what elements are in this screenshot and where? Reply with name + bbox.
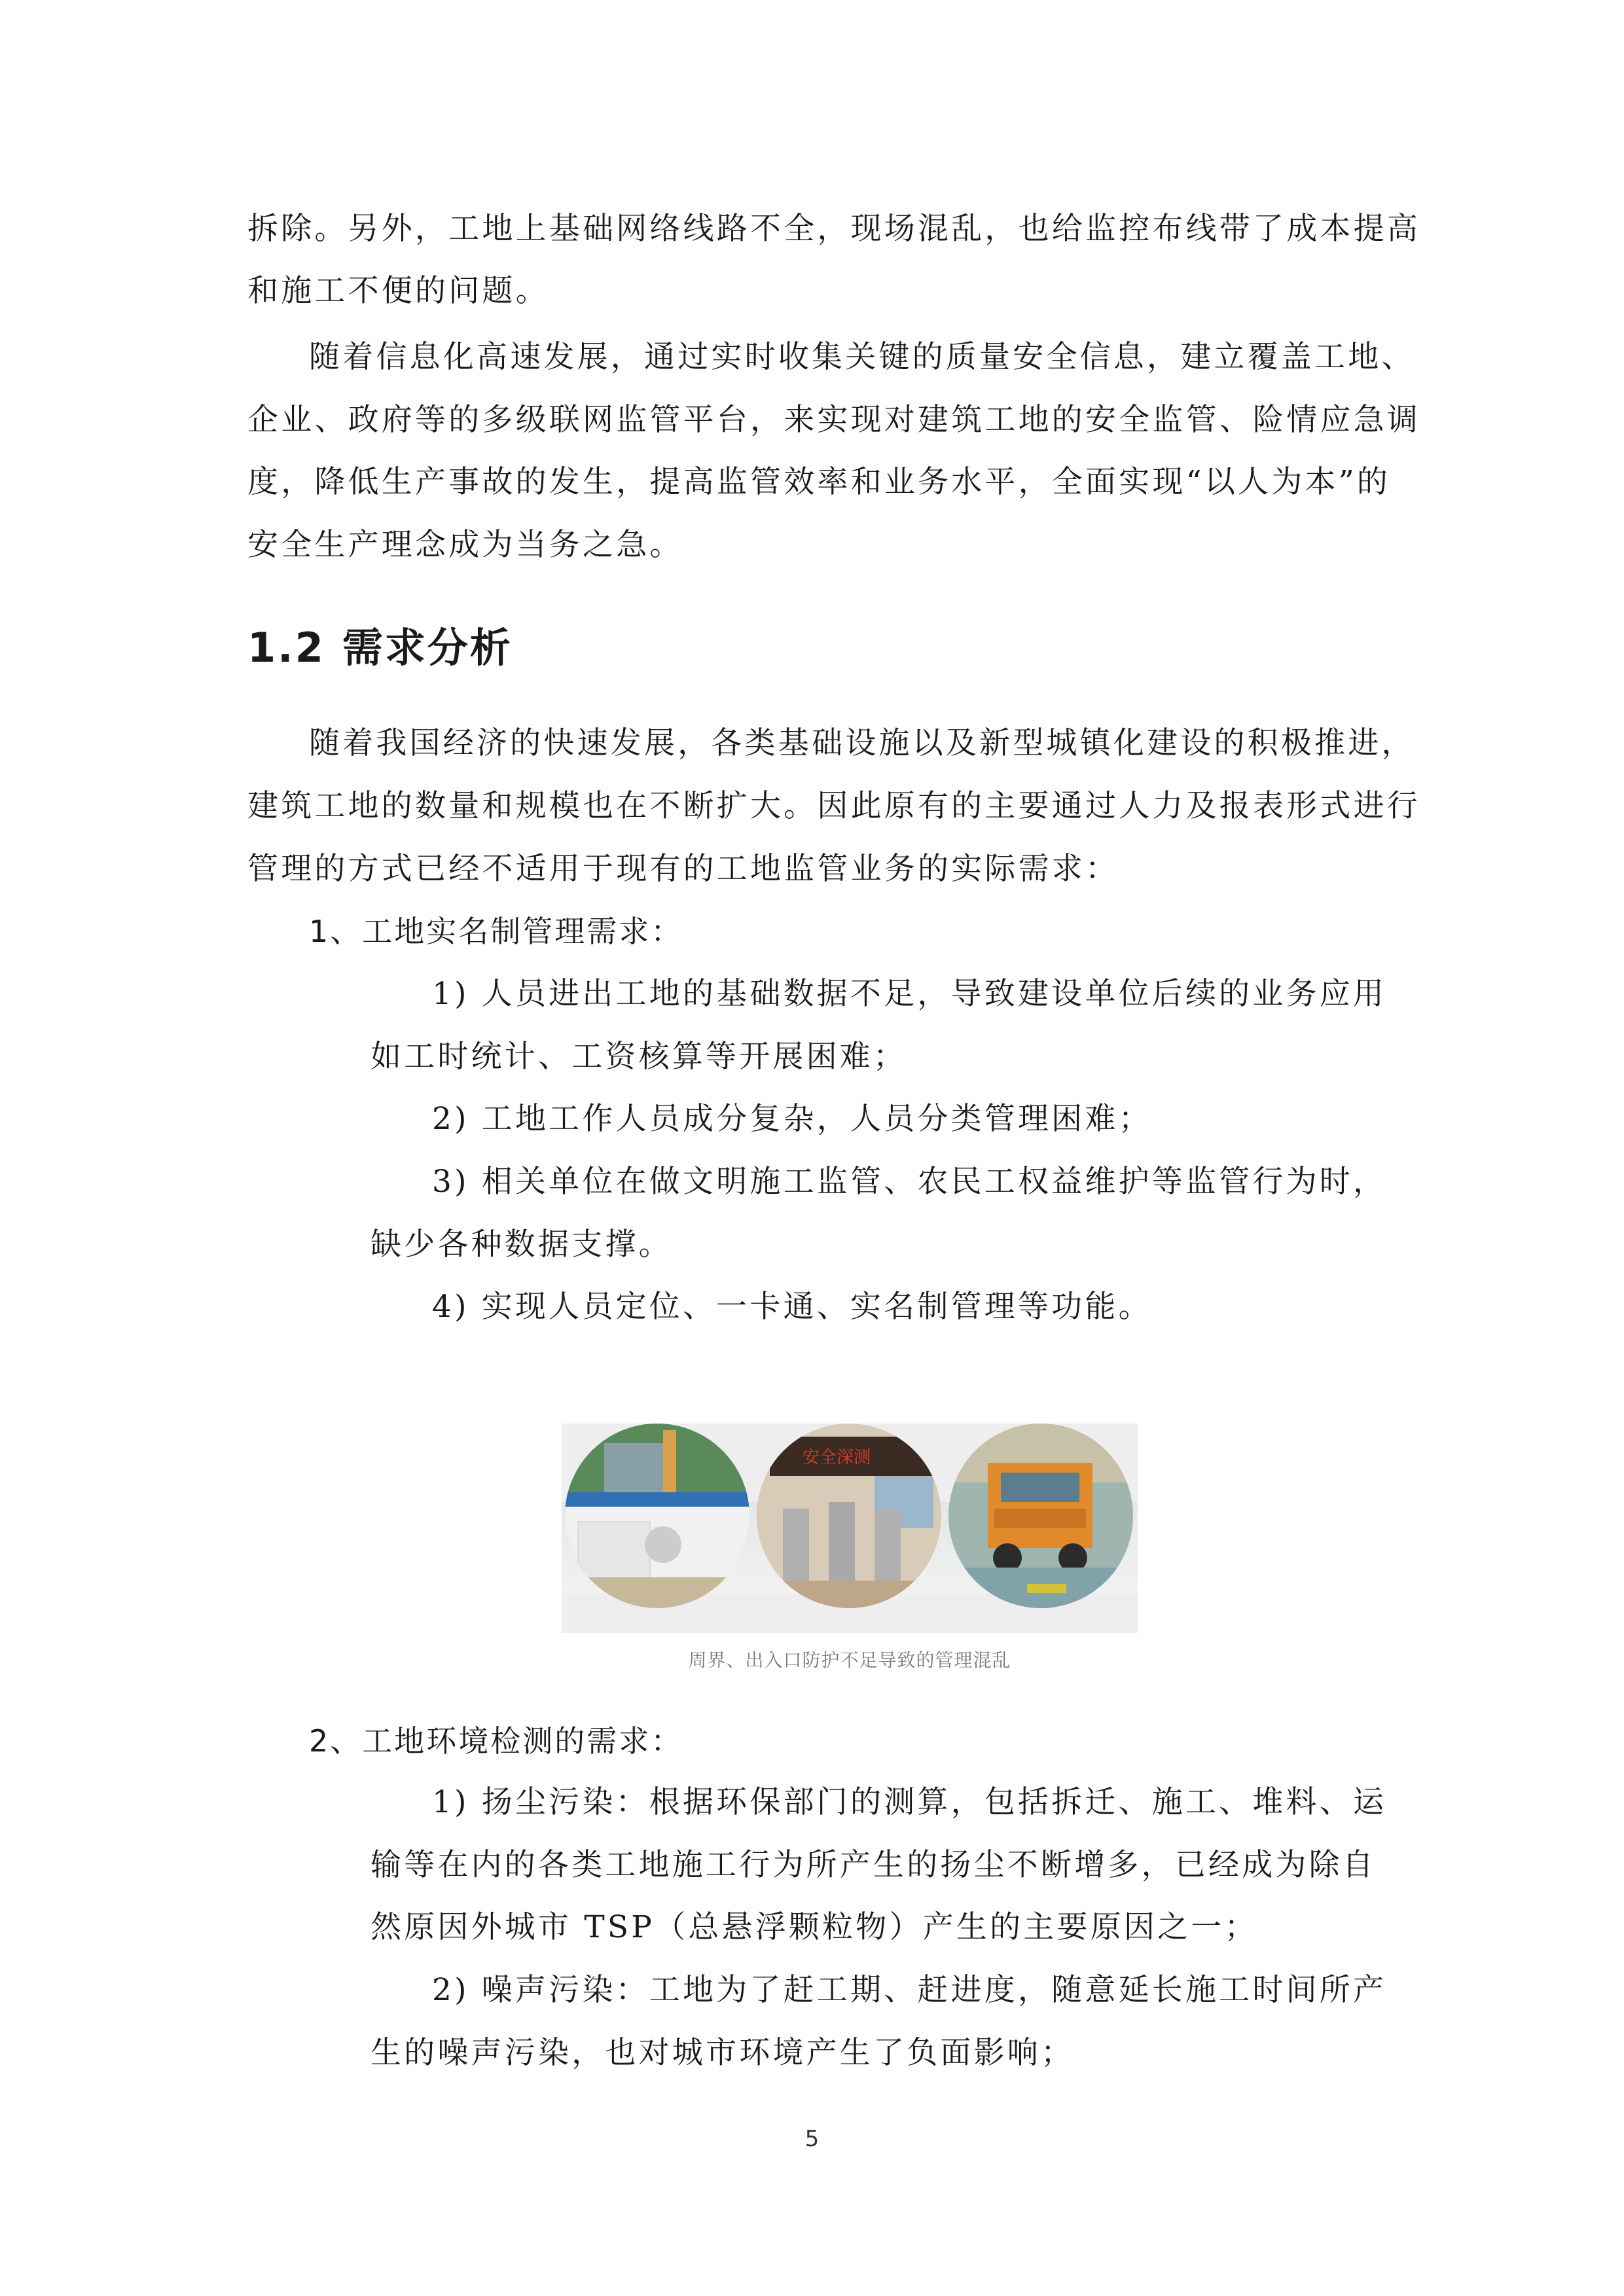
- req2-item2-line1: 2) 噪声污染：工地为了赶工期、赶进度，随意延长施工时间所产: [432, 1972, 1387, 2008]
- req1-item1-line2: 如工时统计、工资核算等开展困难；: [370, 1039, 907, 1075]
- req2-item1-line1: 1) 扬尘污染：根据环保部门的测算，包括拆迁、施工、堆料、运: [432, 1784, 1387, 1820]
- intro-p2-line3: 度，降低生产事故的发生，提高监管效率和业务水平，全面实现“以人为本”的: [247, 464, 1391, 500]
- section-heading: [247, 622, 513, 674]
- intro-p1-line1: 拆除。另外，工地上基础网络线路不全，现场混乱，也给监控布线带了成本提高: [247, 211, 1420, 247]
- req2-title: 2、工地环境检测的需求：: [309, 1723, 683, 1759]
- req1-item4: 4) 实现人员定位、一卡通、实名制管理等功能。: [432, 1289, 1152, 1325]
- req2-item2-line2: 生的噪声污染，也对城市环境产生了负面影响；: [370, 2035, 1075, 2071]
- page-number: 5: [804, 2126, 820, 2152]
- intro-p2-line4: 安全生产理念成为当务之急。: [247, 527, 683, 563]
- req1-item1-line1: 1) 人员进出工地的基础数据不足，导致建设单位后续的业务应用: [432, 976, 1387, 1012]
- photo-entrance-turnstile: [757, 1424, 941, 1608]
- intro-p1-line2: 和施工不便的问题。: [247, 273, 549, 309]
- figure-caption: 周界、出入口防护不足导致的管理混乱: [688, 1649, 1011, 1671]
- req1-title: 1、工地实名制管理需求：: [309, 914, 683, 949]
- section-title: 需求分析: [342, 624, 513, 672]
- section-para-line2: 建筑工地的数量和规模也在不断扩大。因此原有的主要通过人力及报表形式进行: [247, 788, 1420, 824]
- intro-p2-line1: 随着信息化高速发展，通过实时收集关键的质量安全信息，建立覆盖工地、: [309, 339, 1415, 375]
- req2-item1-line3: 然原因外城市 TSP（总悬浮颗粒物）产生的主要原因之一；: [370, 1909, 1258, 1945]
- intro-p2-line2: 企业、政府等的多级联网监管平台，来实现对建筑工地的安全监管、险情应急调: [247, 402, 1420, 438]
- photo-perimeter-fence: [565, 1424, 749, 1608]
- figure-site-photos: [562, 1424, 1138, 1682]
- section-para-line1: 随着我国经济的快速发展，各类基础设施以及新型城镇化建设的积极推进，: [309, 725, 1415, 761]
- photo-wash-truck: [948, 1424, 1133, 1608]
- req1-item2: 2) 工地工作人员成分复杂，人员分类管理困难；: [432, 1101, 1152, 1137]
- req1-item3-line2: 缺少各种数据支撑。: [370, 1227, 672, 1263]
- section-number: 1.2: [247, 624, 325, 672]
- req1-item3-line1: 3) 相关单位在做文明施工监管、农民工权益维护等监管行为时，: [432, 1164, 1387, 1200]
- req2-item1-line2: 输等在内的各类工地施工行为所产生的扬尘不断增多，已经成为除自: [370, 1847, 1376, 1883]
- banner-text: 安全深测: [803, 1448, 871, 1467]
- section-para-line3: 管理的方式已经不适用于现有的工地监管业务的实际需求：: [247, 851, 1119, 887]
